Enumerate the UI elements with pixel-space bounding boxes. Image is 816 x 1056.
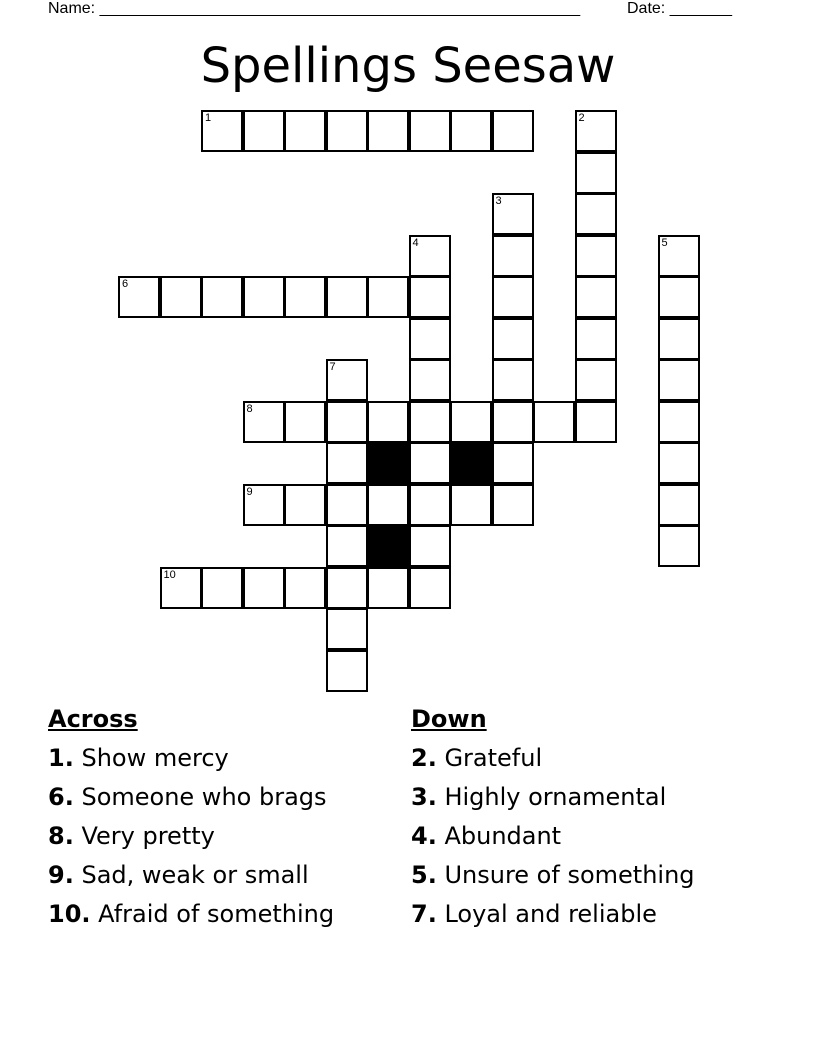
crossword-cell[interactable] (492, 359, 534, 401)
clue-number-label: 6 (122, 278, 129, 290)
across-clue (48, 895, 334, 934)
clue-text: Grateful (436, 744, 543, 772)
crossword-cell[interactable] (326, 484, 368, 526)
clue-text: Loyal and reliable (436, 900, 657, 928)
clue-number-label: 7 (329, 361, 336, 373)
across-clues (48, 700, 334, 934)
clue-number: 8. (48, 822, 74, 850)
clue-number-label: 4 (412, 236, 419, 249)
crossword-cell[interactable] (658, 484, 700, 526)
crossword-cell[interactable] (409, 318, 451, 360)
crossword-cell[interactable] (409, 359, 451, 401)
crossword-cell[interactable] (160, 567, 202, 609)
clue-number-label: 9 (246, 485, 253, 498)
crossword-cell[interactable] (243, 401, 285, 443)
crossword-black-cell (367, 442, 409, 484)
clue-text: Afraid of something (90, 900, 335, 928)
crossword-cell[interactable] (450, 401, 492, 443)
crossword-cell[interactable] (284, 567, 326, 609)
clue-number: 4. (411, 822, 437, 850)
down-clue (411, 895, 695, 934)
crossword-cell[interactable] (409, 525, 451, 567)
clue-text: Someone who brags (73, 783, 327, 811)
crossword-cell[interactable] (409, 442, 451, 484)
crossword-cell[interactable] (409, 110, 451, 152)
crossword-cell[interactable] (367, 484, 409, 526)
crossword-cell[interactable] (243, 110, 285, 152)
crossword-cell[interactable] (243, 484, 285, 526)
crossword-cell[interactable] (326, 110, 368, 152)
crossword-cell[interactable] (367, 567, 409, 609)
down-clue (411, 739, 695, 778)
crossword-cell[interactable] (160, 276, 202, 318)
name-field-label: Name: ______________________________________________________ (48, 0, 581, 17)
crossword-cell[interactable] (326, 276, 368, 318)
crossword-black-cell (450, 442, 492, 484)
clue-number: 5. (411, 861, 437, 889)
clue-text: Highly ornamental (436, 783, 667, 811)
crossword-cell[interactable] (450, 110, 492, 152)
crossword-cell[interactable] (326, 525, 368, 567)
crossword-cell[interactable] (326, 401, 368, 443)
crossword-cell[interactable] (658, 525, 700, 567)
crossword-cell[interactable] (326, 442, 368, 484)
clue-number: 2. (411, 744, 437, 772)
across-clue (48, 856, 334, 895)
clue-number-label: 2 (578, 112, 585, 124)
clue-text: Show mercy (73, 744, 229, 772)
down-clue (411, 856, 695, 895)
crossword-cell[interactable] (533, 401, 575, 443)
crossword-cell[interactable] (409, 484, 451, 526)
down-heading: Down (411, 705, 487, 733)
crossword-cell[interactable] (450, 484, 492, 526)
crossword-cell[interactable] (492, 484, 534, 526)
crossword-cell[interactable] (409, 401, 451, 443)
crossword-cell[interactable] (658, 442, 700, 484)
crossword-cell[interactable] (326, 608, 368, 650)
crossword-cell[interactable] (492, 235, 534, 277)
clue-number-label: 3 (495, 195, 502, 207)
crossword-cell[interactable] (575, 235, 617, 277)
crossword-cell[interactable] (575, 152, 617, 194)
crossword-cell[interactable] (575, 359, 617, 401)
across-clue (48, 817, 334, 856)
crossword-cell[interactable] (326, 359, 368, 401)
crossword-cell[interactable] (492, 193, 534, 235)
crossword-cell[interactable] (326, 567, 368, 609)
crossword-cell[interactable] (284, 110, 326, 152)
crossword-cell[interactable] (575, 318, 617, 360)
crossword-cell[interactable] (575, 193, 617, 235)
clue-text: Abundant (436, 822, 562, 850)
clue-number: 10. (48, 900, 91, 928)
crossword-cell[interactable] (658, 359, 700, 401)
down-clues (411, 700, 695, 934)
crossword-cell[interactable] (658, 401, 700, 443)
across-clue (48, 778, 334, 817)
crossword-cell[interactable] (284, 401, 326, 443)
crossword-cell[interactable] (201, 567, 243, 609)
crossword-cell[interactable] (575, 401, 617, 443)
across-clue (48, 739, 334, 778)
crossword-black-cell (367, 525, 409, 567)
crossword-cell[interactable] (409, 276, 451, 318)
crossword-cell[interactable] (492, 318, 534, 360)
crossword-cell[interactable] (201, 110, 243, 152)
crossword-cell[interactable] (243, 567, 285, 609)
crossword-cell[interactable] (575, 276, 617, 318)
clue-number: 7. (411, 900, 437, 928)
crossword-cell[interactable] (201, 276, 243, 318)
crossword-cell[interactable] (409, 567, 451, 609)
clue-text: Unsure of something (436, 861, 695, 889)
crossword-cell[interactable] (658, 318, 700, 360)
crossword-cell[interactable] (409, 235, 451, 277)
crossword-cell[interactable] (492, 110, 534, 152)
clue-number-label: 5 (661, 236, 668, 249)
crossword-cell[interactable] (367, 110, 409, 152)
clue-number-label: 1 (205, 112, 212, 124)
clue-number: 1. (48, 744, 74, 772)
crossword-cell[interactable] (284, 484, 326, 526)
page-title: Spellings Seesaw (200, 38, 616, 94)
down-clue (411, 817, 695, 856)
date-field-label: Date: _______ (627, 0, 732, 17)
clue-number: 6. (48, 783, 74, 811)
clue-number: 3. (411, 783, 437, 811)
crossword-cell[interactable] (367, 401, 409, 443)
clue-text: Sad, weak or small (73, 861, 309, 889)
crossword-cell[interactable] (575, 110, 617, 152)
clue-text: Very pretty (73, 822, 215, 850)
crossword-cell[interactable] (492, 401, 534, 443)
crossword-cell[interactable] (492, 442, 534, 484)
crossword-cell[interactable] (243, 276, 285, 318)
crossword-cell[interactable] (367, 276, 409, 318)
clue-number: 9. (48, 861, 74, 889)
across-heading: Across (48, 705, 138, 733)
clue-number-label: 8 (246, 402, 253, 415)
crossword-cell[interactable] (658, 235, 700, 277)
clue-number-label: 10 (163, 568, 176, 581)
crossword-cell[interactable] (284, 276, 326, 318)
down-clue (411, 778, 695, 817)
crossword-cell[interactable] (658, 276, 700, 318)
crossword-cell[interactable] (326, 650, 368, 692)
crossword-cell[interactable] (492, 276, 534, 318)
crossword-cell[interactable] (118, 276, 160, 318)
